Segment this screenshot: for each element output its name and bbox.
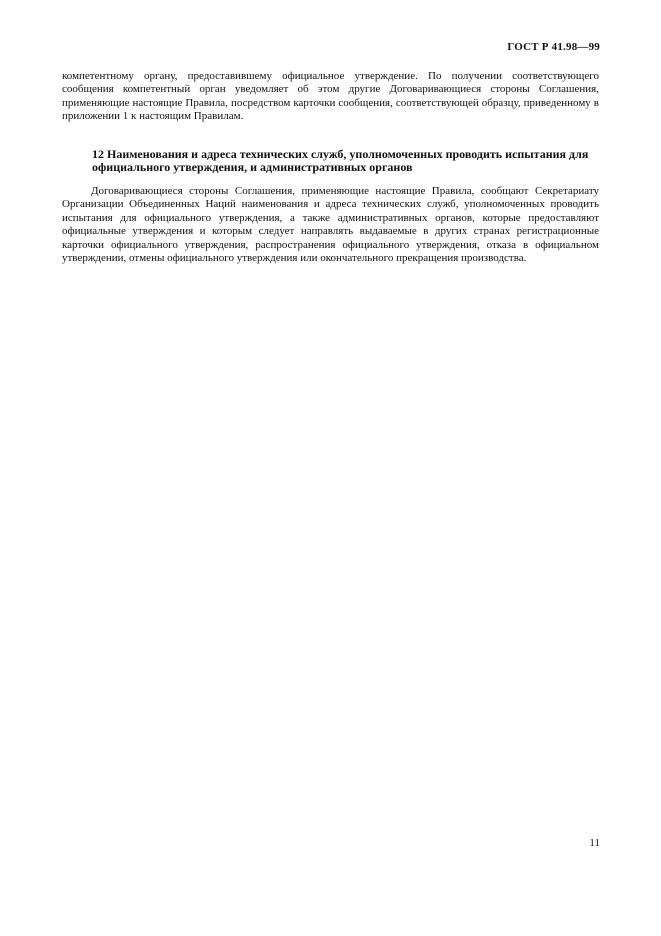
document-standard-code: ГОСТ Р 41.98—99 bbox=[507, 41, 600, 53]
section-12-heading: 12 Наименования и адреса технических служб, уполномоченных проводить испытания для официального утверждения, и административных органов bbox=[92, 147, 589, 174]
page-number: 11 bbox=[589, 837, 600, 849]
continued-paragraph: компетентному органу, предоставившему официальное утверждение. По получении соответствующего сообщения компетентный орган уведомляет об этом другие Договаривающиеся стороны Соглашения, применяющие настоящие Правила, посредством карточки сообщения, соответствующей образцу, приведенному в приложении 1 к настоящим Правилам. bbox=[62, 70, 599, 123]
section-12-paragraph: Договаривающиеся стороны Соглашения, применяющие настоящие Правила, сообщают Секретариату Организации Объединенных Наций наименования и адреса технических служб, уполномоченных проводить испытания для официального утверждения, а также административных органов, которые предоставляют официальные утверждения и которым следует направлять выдаваемые в других странах регистрационные карточки официального утверждения, распространения официального утверждения, отказа в официальном утверждении, отмены официального утверждения или окончательного прекращения производства. bbox=[62, 185, 599, 265]
